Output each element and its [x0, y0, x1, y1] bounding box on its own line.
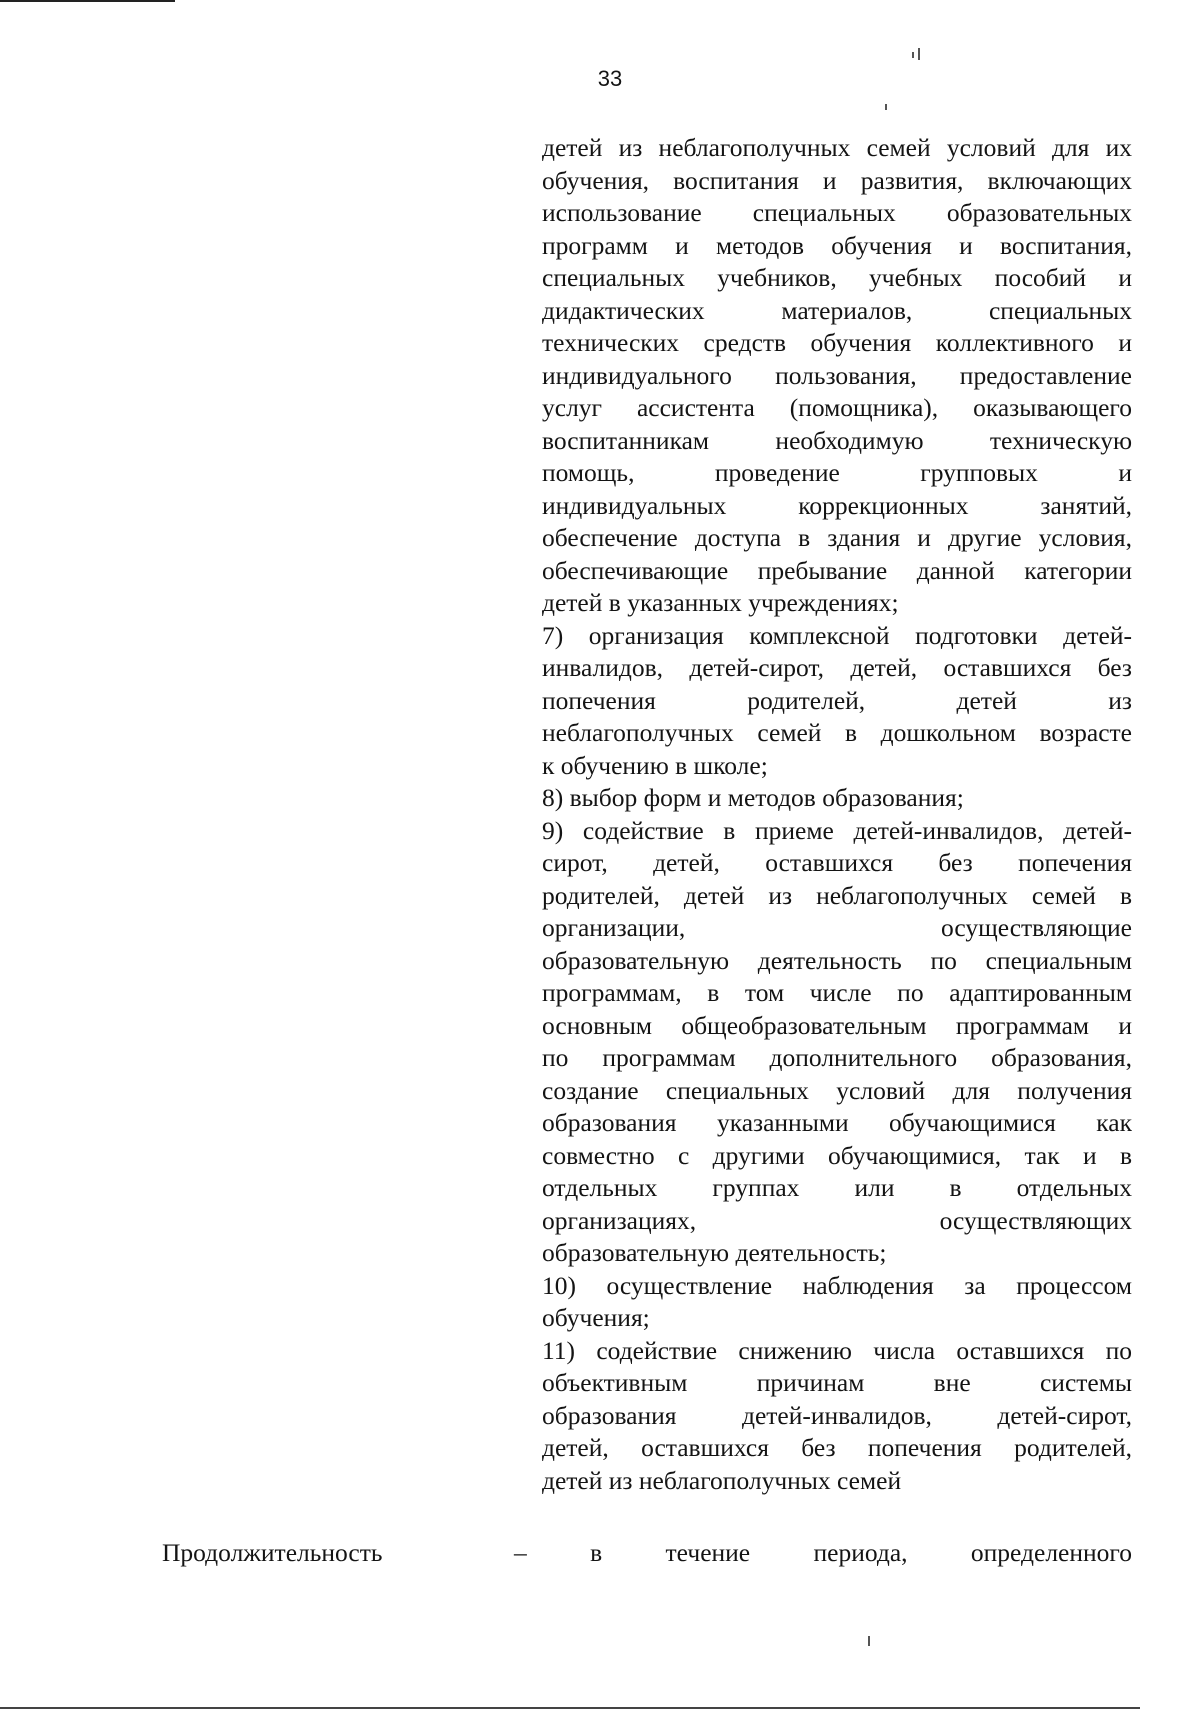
text-line: неблагополучных семей в дошкольном возрасте — [542, 718, 1132, 747]
scan-speck — [868, 1636, 870, 1646]
scan-speck — [912, 52, 914, 58]
text-line: 11) содействие снижению числа оставшихся по — [542, 1335, 1132, 1365]
text-line: образования детей-инвалидов, детей-сирот, — [542, 1400, 1132, 1430]
text-line: детей в указанных учреждениях; — [542, 588, 899, 617]
page-number: 33 — [597, 66, 623, 91]
text-line: к обучению в школе; — [542, 750, 768, 780]
text-line: использование специальных образовательных — [542, 198, 1132, 227]
text-line: программ и методов обучения и воспитания, — [542, 230, 1132, 260]
text-line: обучения; — [542, 1303, 650, 1332]
text-line: 9) содействие в приеме детей-инвалидов, детей- — [542, 815, 1132, 845]
text-line: сирот, детей, оставшихся без попечения — [542, 848, 1132, 877]
scan-speck — [918, 48, 920, 60]
text-line: воспитанникам необходимую техническую — [542, 425, 1132, 455]
text-line: инвалидов, детей-сирот, детей, оставшихся без — [542, 653, 1132, 682]
text-line: детей из неблагополучных семей условий для их — [542, 133, 1132, 162]
text-line: детей, оставшихся без попечения родителей, — [542, 1433, 1132, 1462]
duration-row — [162, 1536, 1132, 1570]
text-line: родителей, детей из неблагополучных семей в — [542, 880, 1132, 910]
text-line: обеспечивающие пребывание данной категории — [542, 555, 1132, 585]
text-line: индивидуального пользования, предоставление — [542, 360, 1132, 390]
text-line: технических средств обучения коллективного и — [542, 328, 1132, 357]
text-line: индивидуальных коррекционных занятий, — [542, 490, 1132, 520]
text-line: услуг ассистента (помощника), оказывающего — [542, 393, 1132, 422]
text-line: обучения, воспитания и развития, включающих — [542, 165, 1132, 195]
bottom-scan-rule — [0, 1707, 1140, 1709]
duration-label: Продолжительность — [162, 1538, 383, 1567]
text-line: образовательную деятельность по специальным — [542, 945, 1132, 975]
duration-text: – в течение периода, определенного — [514, 1538, 1132, 1567]
text-line: специальных учебников, учебных пособий и — [542, 263, 1132, 292]
text-line: по программам дополнительного образования, — [542, 1043, 1132, 1072]
text-line: обеспечение доступа в здания и другие условия, — [542, 523, 1132, 552]
text-line: образовательную деятельность; — [542, 1238, 887, 1267]
text-line: 8) выбор форм и методов образования; — [542, 783, 964, 812]
text-line: создание специальных условий для получения — [542, 1075, 1132, 1105]
text-line: программам, в том числе по адаптированным — [542, 978, 1132, 1007]
text-line: 7) организация комплексной подготовки детей- — [542, 620, 1132, 650]
text-line: отдельных группах или в отдельных — [542, 1173, 1132, 1202]
text-line: совместно с другими обучающимися, так и в — [542, 1140, 1132, 1170]
text-line: организациях, осуществляющих — [542, 1205, 1132, 1235]
text-line: объективным причинам вне системы — [542, 1368, 1132, 1397]
text-line: помощь, проведение групповых и — [542, 458, 1132, 487]
top-scan-rule — [0, 0, 175, 2]
scan-speck — [885, 104, 887, 110]
text-line: образования указанными обучающимися как — [542, 1108, 1132, 1137]
main-text-column — [542, 132, 1132, 1497]
text-line: дидактических материалов, специальных — [542, 295, 1132, 325]
text-line: организации, осуществляющие — [542, 913, 1132, 942]
text-line: детей из неблагополучных семей — [542, 1465, 902, 1495]
text-line: 10) осуществление наблюдения за процессом — [542, 1270, 1132, 1300]
text-line: попечения родителей, детей из — [542, 685, 1132, 715]
text-line: основным общеобразовательным программам и — [542, 1010, 1132, 1040]
